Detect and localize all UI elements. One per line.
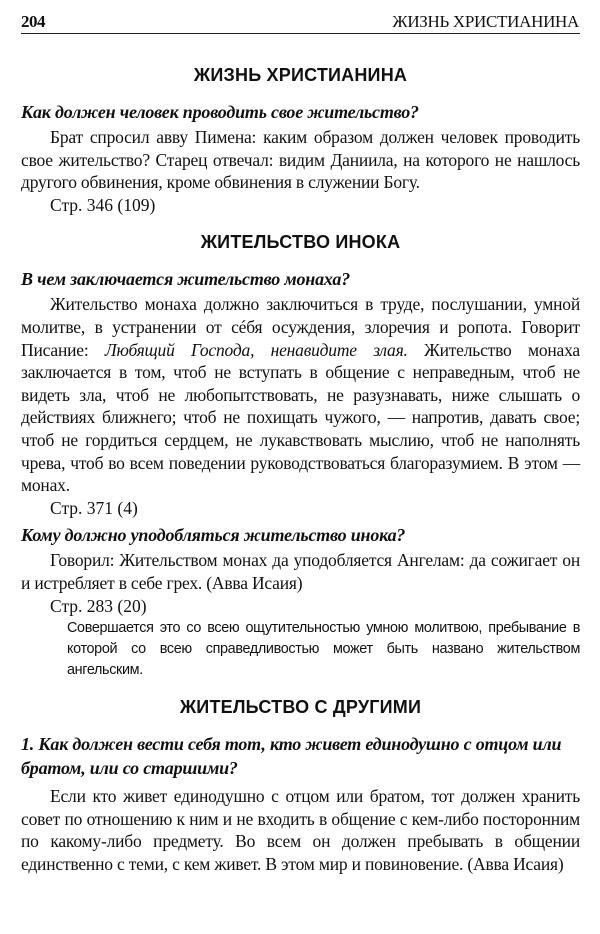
question-heading: Кому должно уподобляться жительство инока? [21, 525, 406, 546]
paragraph-text: Жительство монаха заключается в том, чтоб не вступать в общение с неправедным, чтоб не видеть зла, чтоб не любопытствовать, не разузнавать, ниже слышать о действиях ближнего; чтоб не похищать чужого, — напротив, давать свое; чтоб не гордиться сердцем, не лукавствовать мыслию, чтоб не наполнять чрева, чтоб во всем поведении руководствоваться благоразумием. В этом — монах. [21, 339, 580, 496]
commentary-note: Совершается это со всею ощутительностью умною молитвою, пребывание в которой со всею справедливостью может быть названо жительством ангельским. [67, 620, 580, 679]
paragraph-text: Жительство монаха должно заключиться в труде, послушании, умной молитве, в устранении от сéбя осуждения, злоречия и ропота. Говорит Писание: [21, 294, 580, 360]
answer-paragraph [21, 293, 580, 496]
question-heading: 1. Как должен вести себя тот, кто живет единодушно с отцом или братом, или со старшими? [21, 734, 562, 779]
answer-paragraph: Брат спросил авву Пимена: каким образом должен человек проводить свое жительство? Старец отвечал: видим Даниила, на которого не нашлось другого обвинения, кроме обвинения в служении Богу. [21, 127, 580, 193]
running-head [21, 11, 580, 34]
page-reference: Стр. 371 (4) [50, 497, 138, 518]
spacer [21, 87, 580, 96]
spacer [21, 719, 580, 728]
section-title: ЖИТЕЛЬСТВО ИНОКА [200, 232, 401, 253]
page-number: 204 [21, 12, 45, 31]
running-head-title: ЖИЗНЬ ХРИСТИАНИНА [392, 12, 579, 31]
spacer [21, 254, 580, 263]
page-reference: Стр. 283 (20) [50, 595, 147, 616]
section-title: ЖИТЕЛЬСТВО С ДРУГИМИ [179, 697, 422, 718]
question-heading: В чем заключается жительство монаха? [21, 269, 351, 290]
section-title: ЖИЗНЬ ХРИСТИАНИНА [193, 65, 408, 85]
spacer [21, 681, 580, 695]
answer-paragraph: Говорил: Жительством монах да уподобляется Ангелам: да сожигает он и истребляет в себе грех. (Авва Исаия) [21, 550, 580, 593]
scripture-quote: Любящий Господа, ненавидите злая. [104, 339, 408, 360]
page-content [21, 63, 580, 875]
page-reference: Стр. 346 (109) [50, 194, 156, 215]
answer-paragraph: Если кто живет единодушно с отцом или братом, тот должен хранить совет по отношению к ним и не входить в общение с кем-либо посторонним по какому-либо предмету. Во всем он должен пребывать в общении единственно с теми, с кем живет. В этом мир и повиновение. (Авва Исаия) [21, 786, 580, 874]
question-heading: Как должен человек проводить свое жительство? [21, 102, 419, 122]
spacer [21, 216, 580, 230]
